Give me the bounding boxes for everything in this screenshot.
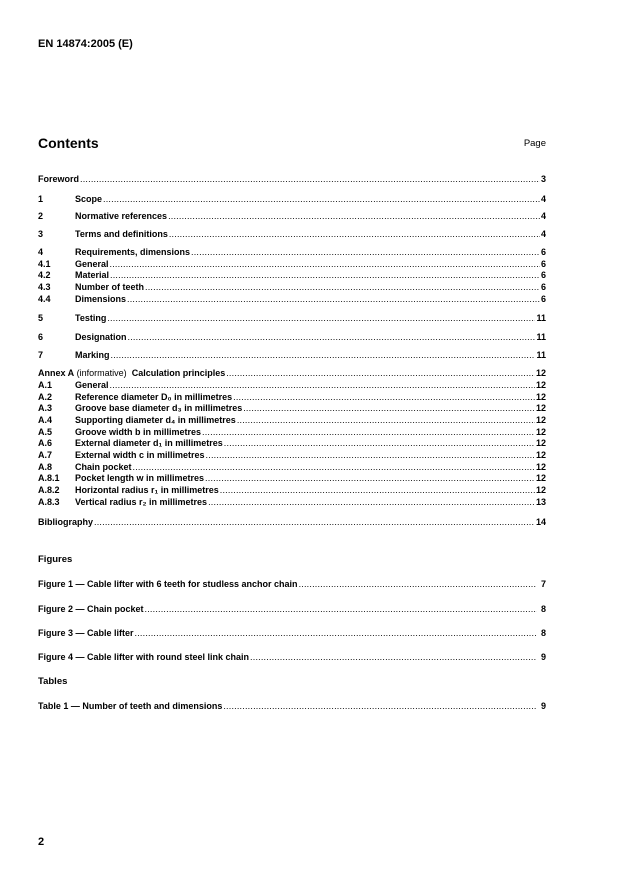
toc-page: 12 bbox=[535, 450, 546, 460]
toc-number: A.8.3 bbox=[38, 497, 60, 507]
annex-title: Calculation principles bbox=[126, 368, 226, 378]
contents-title: Contents bbox=[38, 135, 99, 151]
toc-number: A.1 bbox=[38, 380, 53, 390]
toc-entry[interactable] bbox=[38, 229, 546, 240]
figure-title: Figure 3 — Cable lifter bbox=[38, 628, 134, 638]
toc-page: 12 bbox=[535, 380, 546, 390]
dot-leader bbox=[103, 194, 540, 205]
dot-leader bbox=[169, 229, 540, 240]
toc-title: Supporting diameter d₄ in millimetres bbox=[75, 415, 236, 425]
toc-number: 4 bbox=[38, 247, 44, 257]
figure-page: 8 bbox=[540, 604, 546, 614]
toc-title: Chain pocket bbox=[75, 462, 132, 472]
toc-entry[interactable] bbox=[38, 473, 546, 484]
toc-entry[interactable] bbox=[38, 313, 546, 324]
toc-title: External width c in millimetres bbox=[75, 450, 205, 460]
toc-entry[interactable] bbox=[38, 403, 546, 414]
toc-page: 4 bbox=[540, 229, 546, 239]
toc-number: A.7 bbox=[38, 450, 53, 460]
figure-page: 8 bbox=[540, 628, 546, 638]
toc-number: A.2 bbox=[38, 392, 53, 402]
dot-leader bbox=[145, 604, 537, 614]
toc-title: Normative references bbox=[75, 211, 168, 221]
toc-title: Reference diameter D₀ in millimetres bbox=[75, 392, 233, 402]
toc-number: 4.1 bbox=[38, 259, 51, 269]
dot-leader bbox=[206, 450, 535, 461]
annex-type: (informative) bbox=[74, 368, 127, 378]
table-title: Table 1 — Number of teeth and dimensions bbox=[38, 701, 223, 711]
dot-leader bbox=[128, 332, 536, 343]
dot-leader bbox=[80, 174, 540, 185]
toc-entry[interactable] bbox=[38, 350, 546, 361]
dot-leader bbox=[208, 497, 535, 508]
dot-leader bbox=[110, 380, 535, 391]
toc-number: A.5 bbox=[38, 427, 53, 437]
toc-entry[interactable] bbox=[38, 270, 546, 281]
toc-page: 11 bbox=[536, 313, 546, 323]
dot-leader bbox=[107, 313, 535, 324]
toc-page: 6 bbox=[540, 259, 546, 269]
toc-page: 12 bbox=[535, 392, 546, 402]
toc-entry[interactable] bbox=[38, 194, 546, 205]
toc-number: 5 bbox=[38, 313, 44, 323]
toc-title: Foreword bbox=[38, 174, 80, 184]
toc-title: Marking bbox=[75, 350, 110, 360]
dot-leader bbox=[127, 294, 540, 305]
toc-page: 14 bbox=[535, 517, 546, 527]
toc-title: Requirements, dimensions bbox=[75, 247, 191, 257]
toc-page: 6 bbox=[540, 270, 546, 280]
toc-number: A.4 bbox=[38, 415, 53, 425]
toc-page: 6 bbox=[540, 247, 546, 257]
page-number: 2 bbox=[38, 836, 45, 848]
toc-title: Number of teeth bbox=[75, 282, 145, 292]
toc-page: 4 bbox=[540, 211, 546, 221]
toc-title: Vertical radius r₂ in millimetres bbox=[75, 497, 208, 507]
toc-title: Horizontal radius r₁ in millimetres bbox=[75, 485, 219, 495]
toc-entry[interactable] bbox=[38, 282, 546, 293]
toc-number: 4.3 bbox=[38, 282, 51, 292]
page-column-label: Page bbox=[523, 138, 546, 149]
figure-page: 7 bbox=[540, 579, 546, 589]
toc-entry[interactable] bbox=[38, 450, 546, 461]
toc-title bbox=[38, 368, 225, 379]
toc-number: 4.2 bbox=[38, 270, 51, 280]
dot-leader bbox=[191, 247, 540, 258]
toc-number: 3 bbox=[38, 229, 44, 239]
tables-heading: Tables bbox=[38, 676, 68, 687]
dot-leader bbox=[223, 701, 537, 711]
toc-title: Groove base diameter d₃ in millimetres bbox=[75, 403, 243, 413]
table-page: 9 bbox=[540, 701, 546, 711]
toc-title: Pocket length w in millimetres bbox=[75, 473, 205, 483]
toc-title: Scope bbox=[75, 194, 103, 204]
toc-page: 3 bbox=[540, 174, 546, 184]
toc-title: Testing bbox=[75, 313, 107, 323]
dot-leader bbox=[168, 211, 540, 222]
toc-entry[interactable] bbox=[38, 485, 546, 496]
dot-leader bbox=[226, 368, 535, 379]
toc-number: A.8 bbox=[38, 462, 53, 472]
toc-page: 6 bbox=[540, 294, 546, 304]
dot-leader bbox=[145, 282, 540, 293]
toc-page: 13 bbox=[535, 497, 546, 507]
toc-page: 12 bbox=[535, 403, 546, 413]
toc-page: 12 bbox=[535, 462, 546, 472]
toc-title: General bbox=[75, 380, 109, 390]
toc-title: General bbox=[75, 259, 109, 269]
dot-leader bbox=[233, 392, 535, 403]
toc-entry[interactable] bbox=[38, 174, 546, 185]
toc-title: Bibliography bbox=[38, 517, 94, 527]
toc-page: 12 bbox=[535, 473, 546, 483]
toc-title: Designation bbox=[75, 332, 127, 342]
dot-leader bbox=[224, 438, 535, 449]
dot-leader bbox=[133, 462, 535, 473]
toc-page: 12 bbox=[535, 368, 546, 378]
toc-number: A.8.1 bbox=[38, 473, 60, 483]
toc-page: 12 bbox=[535, 427, 546, 437]
dot-leader bbox=[110, 270, 540, 281]
toc-title: Dimensions bbox=[75, 294, 127, 304]
toc-title: Terms and definitions bbox=[75, 229, 168, 239]
figures-heading: Figures bbox=[38, 554, 73, 565]
dot-leader bbox=[110, 259, 540, 270]
dot-leader bbox=[220, 485, 535, 496]
toc-page: 11 bbox=[536, 350, 546, 360]
figure-entry[interactable] bbox=[38, 652, 546, 663]
toc-entry[interactable] bbox=[38, 259, 546, 270]
toc-entry[interactable] bbox=[38, 380, 546, 391]
figure-entry[interactable] bbox=[38, 579, 546, 590]
toc-entry[interactable] bbox=[38, 462, 546, 473]
toc-entry[interactable] bbox=[38, 517, 546, 528]
toc-entry[interactable] bbox=[38, 392, 546, 403]
toc-number: 4.4 bbox=[38, 294, 51, 304]
toc-entry-annex[interactable] bbox=[38, 368, 546, 379]
toc-page: 4 bbox=[540, 194, 546, 204]
toc-title: External diameter d₁ in millimetres bbox=[75, 438, 223, 448]
toc-number: 7 bbox=[38, 350, 44, 360]
toc-number: A.3 bbox=[38, 403, 53, 413]
figure-page: 9 bbox=[540, 652, 546, 662]
toc-page: 11 bbox=[536, 332, 546, 342]
dot-leader bbox=[94, 517, 535, 528]
toc-entry[interactable] bbox=[38, 211, 546, 222]
dot-leader bbox=[237, 415, 535, 426]
dot-leader bbox=[202, 427, 535, 438]
figure-entry[interactable] bbox=[38, 604, 546, 615]
toc-title: Material bbox=[75, 270, 110, 280]
toc-entry[interactable] bbox=[38, 332, 546, 343]
dot-leader bbox=[135, 628, 537, 638]
toc-entry[interactable] bbox=[38, 438, 546, 449]
toc-entry[interactable] bbox=[38, 247, 546, 258]
dot-leader bbox=[299, 579, 537, 589]
dot-leader bbox=[111, 350, 536, 361]
toc-page: 12 bbox=[535, 438, 546, 448]
dot-leader bbox=[243, 403, 535, 414]
toc-page: 12 bbox=[535, 485, 546, 495]
document-id: EN 14874:2005 (E) bbox=[38, 38, 133, 50]
toc-title: Groove width b in millimetres bbox=[75, 427, 202, 437]
figure-title: Figure 4 — Cable lifter with round steel link chain bbox=[38, 652, 250, 662]
toc-number: 2 bbox=[38, 211, 44, 221]
figure-title: Figure 1 — Cable lifter with 6 teeth for studless anchor chain bbox=[38, 579, 298, 589]
figure-entry[interactable] bbox=[38, 628, 546, 639]
figure-title: Figure 2 — Chain pocket bbox=[38, 604, 144, 614]
toc-number: 6 bbox=[38, 332, 44, 342]
toc-entry[interactable] bbox=[38, 415, 546, 426]
toc-page: 12 bbox=[535, 415, 546, 425]
toc-number: A.8.2 bbox=[38, 485, 60, 495]
dot-leader bbox=[250, 652, 537, 662]
toc-number: A.6 bbox=[38, 438, 53, 448]
toc-number: 1 bbox=[38, 194, 44, 204]
dot-leader bbox=[205, 473, 535, 484]
toc-entry[interactable] bbox=[38, 497, 546, 508]
toc-page: 6 bbox=[540, 282, 546, 292]
table-entry[interactable] bbox=[38, 701, 546, 712]
toc-entry[interactable] bbox=[38, 294, 546, 305]
toc-entry[interactable] bbox=[38, 427, 546, 438]
annex-label: Annex A bbox=[38, 368, 75, 378]
